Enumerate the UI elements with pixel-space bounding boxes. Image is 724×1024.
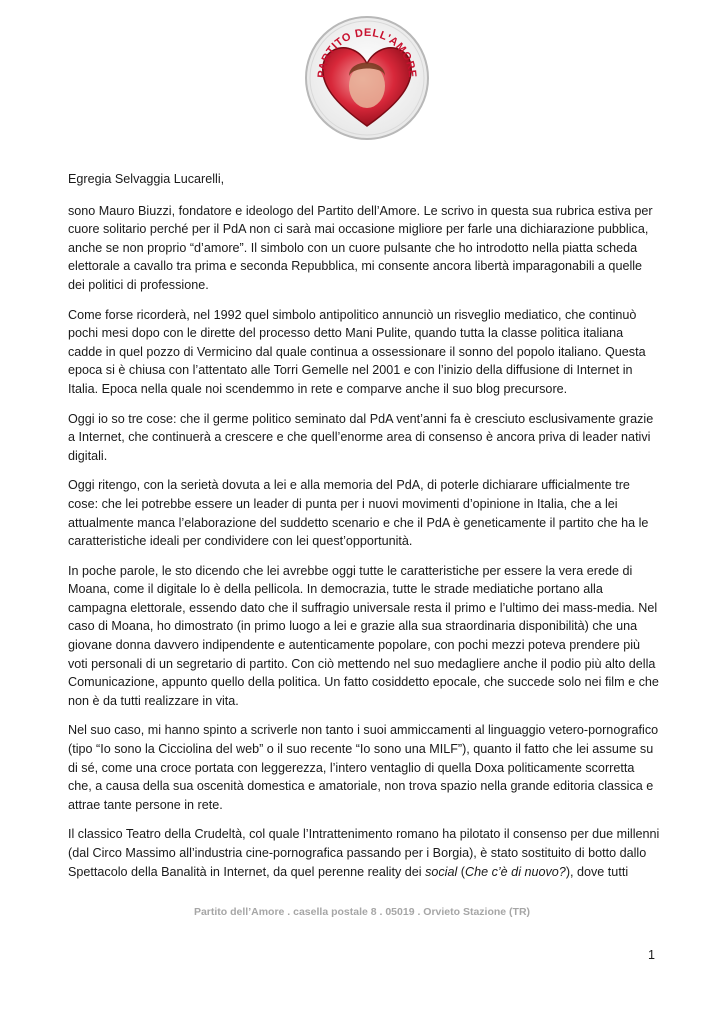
paragraph <box>68 825 660 881</box>
italic-text: social <box>425 864 458 879</box>
paragraph: Come forse ricorderà, nel 1992 quel simbolo antipolitico annunciò un risveglio mediatico, che continuò pochi mesi dopo con le dirette del processo detto Mani Pulite, quando tutta la classe politica italiana cadde in quel pozzo di Vermicino dal quale continua a ossessionare il sonno del popolo italiano. Questa epoca si è chiusa con l’attentato alle Torri Gemelle nel 2001 e con l’inizio della diffusione di Internet in Italia. Epoca nella quale noi scendemmo in rete e comparve anche il suo blog precursore. <box>68 307 646 396</box>
paragraph: Nel suo caso, mi hanno spinto a scriverle non tanto i suoi ammiccamenti al linguaggio vetero-pornografico (tipo “Io sono la Cicciolina del web” o il suo recente “Io sono una MILF”), quanto il fatto che lei assume su di sé, come una croce portata con leggerezza, l’intero ventaglio di quella Doxa politicamente scorretta che, a causa della sua oscenità domestica e amatoriale, non trova spazio nella grande editoria classica e attrae tante persone in rete. <box>68 723 659 812</box>
letter-body <box>68 170 660 892</box>
paragraph: In poche parole, le sto dicendo che lei avrebbe oggi tutte le caratteristiche per essere la vera erede di Moana, come il digitale lo è della pellicola. In democrazia, tutte le strade mediatiche portano alla campagna elettorale, essendo dato che il suffragio universale resta il primo e l’ultimo dei mass-media. Nel caso di Moana, ho dimostrato (in primo luogo a lei e grazie alla sua straordinaria disponibilità) che una giovane donna davvero indipendente e autenticamente popolare, con pochi mezzi poteva prendere più voti personali di un segretario di partito. Con ciò mettendo nel suo medagliere anche il podio più alto della Comunicazione, appunto quello della politica. Un fatto cosiddetto epocale, che succede solo nei film e che non è da tutti realizzare in vita. <box>68 563 659 708</box>
page-footer: Partito dell’Amore . casella postale 8 . 05019 . Orvieto Stazione (TR) <box>193 906 531 918</box>
paragraph: Oggi io so tre cose: che il germe politico seminato dal PdA vent’anni fa è cresciuto esclusivamente grazie a Internet, che continuerà a crescere e che quell’enorme area di consenso è ancora priva di leader nativi digitali. <box>68 411 654 463</box>
party-logo <box>303 14 431 142</box>
paragraph-text: ( <box>457 864 465 879</box>
paragraph-text: Il classico Teatro della Crudeltà, col quale l’Intrattenimento romano ha pilotato il consenso per due millenni (dal Circo Massimo all’industria cine-pornografica passando per i Borgia), è stato sostituito di botto dallo Spettacolo della Banalità in Internet, da quel perenne reality dei <box>68 827 660 879</box>
page-number: 1 <box>648 948 656 962</box>
paragraph-text: ), dove tutti <box>565 864 629 879</box>
salutation: Egregia Selvaggia Lucarelli, <box>68 172 225 186</box>
logo-text: PARTITO DELL'AMORE <box>315 26 419 79</box>
italic-text: Che c’è di nuovo? <box>464 864 566 879</box>
paragraph: sono Mauro Biuzzi, fondatore e ideologo del Partito dell’Amore. Le scrivo in questa sua rubrica estiva per cuore solitario perché per il PdA non ci sarà mai occasione migliore per farle una dichiarazione pubblica, anche se non proprio “d’amore”. Il simbolo con un cuore pulsante che ho introdotto nella piatta scheda elettorale a cavallo tra prima e seconda Repubblica, mi consente ancora libertà imparagonabili a quelle dei politici di professione. <box>68 203 653 292</box>
paragraph: Oggi ritengo, con la serietà dovuta a lei e alla memoria del PdA, di poterle dichiarare ufficialmente tre cose: che lei potrebbe essere un leader di punta per i nuovi movimenti d’opinione in Italia, che a lei attualmente manca l’elaborazione del suddetto scenario e che il PdA è geneticamente il partito che ha le caratteristiche ideali per condividere con lei quest’opportunità. <box>68 478 649 549</box>
